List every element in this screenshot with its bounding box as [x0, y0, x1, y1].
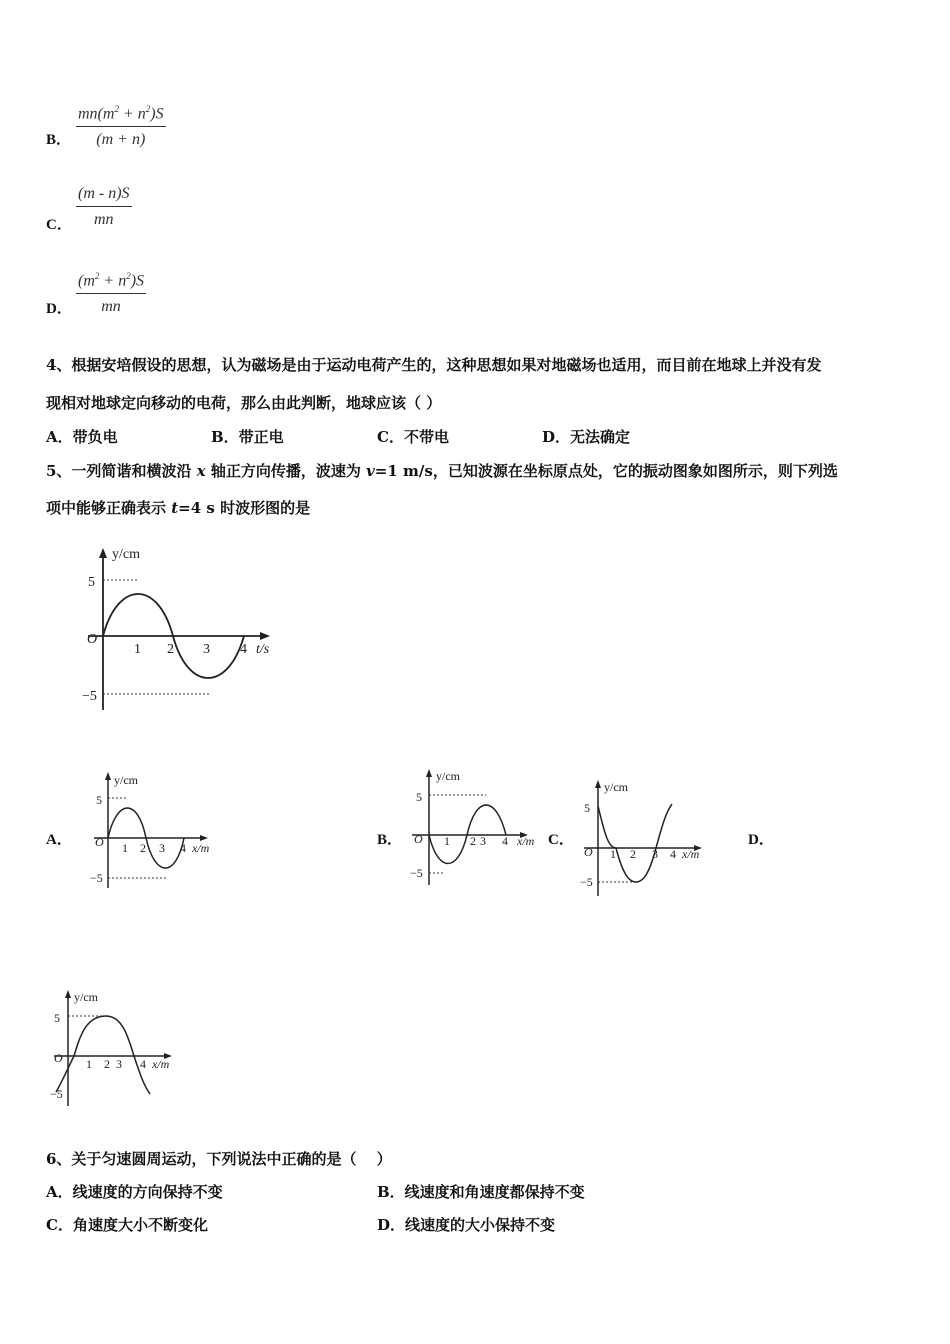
- wave-graph-a: [86, 768, 226, 893]
- svg-text:x/m: x/m: [682, 847, 700, 861]
- svg-text:1: 1: [444, 834, 450, 848]
- svg-text:x/m: x/m: [192, 841, 210, 855]
- q6-option-b: B．线速度和角速度都保持不变: [377, 1183, 585, 1201]
- svg-text:1: 1: [122, 841, 128, 855]
- q3-option-c-formula: $\frac{(m - n)S}{mn}$: [78, 185, 130, 228]
- q5-line-2: 项中能够正确表示 t=4 s 时波形图的是: [46, 499, 311, 517]
- svg-text:−5: −5: [410, 866, 423, 880]
- q5-option-d-label: D．: [748, 832, 774, 848]
- wave-curve-d: [56, 1016, 150, 1094]
- svg-text:2: 2: [470, 834, 476, 848]
- svg-text:y/cm: y/cm: [114, 773, 138, 787]
- wave-graph-d: [48, 986, 188, 1111]
- q3-option-c-label: C．: [46, 217, 72, 233]
- svg-text:O: O: [584, 845, 593, 859]
- q5-option-a-label: A．: [46, 832, 72, 848]
- svg-text:−5: −5: [90, 871, 103, 885]
- x-tick-3: 3: [203, 642, 210, 657]
- q3-option-b-label: B．: [46, 132, 72, 148]
- x-tick-2: 2: [167, 642, 174, 657]
- svg-text:2: 2: [630, 847, 636, 861]
- q4-line-1: 4、根据安培假设的思想，认为磁场是由于运动电荷产生的，这种思想如果对地磁场也适用，而目前在地球上并没有发: [46, 356, 822, 374]
- svg-text:5: 5: [416, 790, 422, 804]
- wave-graph-c: [578, 776, 718, 901]
- y-axis-arrow: [99, 548, 107, 558]
- svg-text:3: 3: [159, 841, 165, 855]
- y-tick-neg5: −5: [82, 689, 97, 704]
- svg-text:y/cm: y/cm: [604, 780, 628, 794]
- vibration-graph: [70, 540, 290, 720]
- wave-curve-c: [598, 804, 672, 882]
- q6-option-c: C．角速度大小不断变化: [46, 1216, 208, 1234]
- x-axis-label: t/s: [256, 642, 270, 657]
- q4-line-2: 现相对地球定向移动的电荷，那么由此判断，地球应该（ ）: [46, 394, 442, 412]
- svg-text:4: 4: [670, 847, 676, 861]
- svg-text:5: 5: [584, 801, 590, 815]
- svg-text:x/m: x/m: [152, 1057, 170, 1071]
- q3-option-d-formula: $\frac{(m^2 + n^2)S}{mn}$: [78, 271, 145, 316]
- svg-text:4: 4: [180, 841, 186, 855]
- svg-text:−5: −5: [50, 1087, 63, 1101]
- svg-text:2: 2: [104, 1057, 110, 1071]
- svg-text:3: 3: [116, 1057, 122, 1071]
- svg-text:O: O: [54, 1051, 63, 1065]
- wave-graph-b: [404, 765, 544, 890]
- q6-option-a: A．线速度的方向保持不变: [46, 1183, 223, 1201]
- svg-text:4: 4: [140, 1057, 146, 1071]
- svg-text:4: 4: [502, 834, 508, 848]
- q3-option-b-formula: $\frac{mn(m^2 + n^2)S}{(m + n)}$: [78, 104, 164, 149]
- y-tick-5: 5: [88, 575, 95, 590]
- svg-text:1: 1: [610, 847, 616, 861]
- q4-option-d: D．无法确定: [542, 428, 631, 446]
- q6-stem: 6、关于匀速圆周运动，下列说法中正确的是（ ）: [46, 1150, 392, 1168]
- x-tick-1: 1: [134, 642, 141, 657]
- q5-line-1: 5、一列简谐和横波沿 x 轴正方向传播，波速为 v=1 m/s，已知波源在坐标原点处，它的振动图象如图所示，则下列选: [46, 462, 838, 480]
- svg-text:−5: −5: [580, 875, 593, 889]
- svg-text:x/m: x/m: [517, 834, 535, 848]
- origin-label: O: [87, 632, 98, 647]
- q3-option-d-label: D．: [46, 301, 72, 317]
- q4-option-b: B．带正电: [211, 428, 284, 446]
- svg-text:O: O: [95, 835, 104, 849]
- svg-text:y/cm: y/cm: [436, 769, 460, 783]
- svg-text:1: 1: [86, 1057, 92, 1071]
- svg-text:3: 3: [480, 834, 486, 848]
- q4-option-c: C．不带电: [377, 428, 449, 446]
- q5-option-c-label: C．: [548, 832, 574, 848]
- q5-option-b-label: B．: [377, 832, 403, 848]
- svg-text:2: 2: [140, 841, 146, 855]
- svg-text:O: O: [414, 832, 423, 846]
- q4-option-a: A．带负电: [46, 428, 118, 446]
- x-axis-arrow: [260, 632, 270, 640]
- svg-text:3: 3: [652, 847, 658, 861]
- x-tick-4: 4: [240, 642, 247, 657]
- svg-text:5: 5: [54, 1011, 60, 1025]
- svg-text:y/cm: y/cm: [74, 990, 98, 1004]
- y-axis-label: y/cm: [112, 547, 140, 562]
- svg-text:5: 5: [96, 793, 102, 807]
- q6-option-d: D．线速度的大小保持不变: [377, 1216, 556, 1234]
